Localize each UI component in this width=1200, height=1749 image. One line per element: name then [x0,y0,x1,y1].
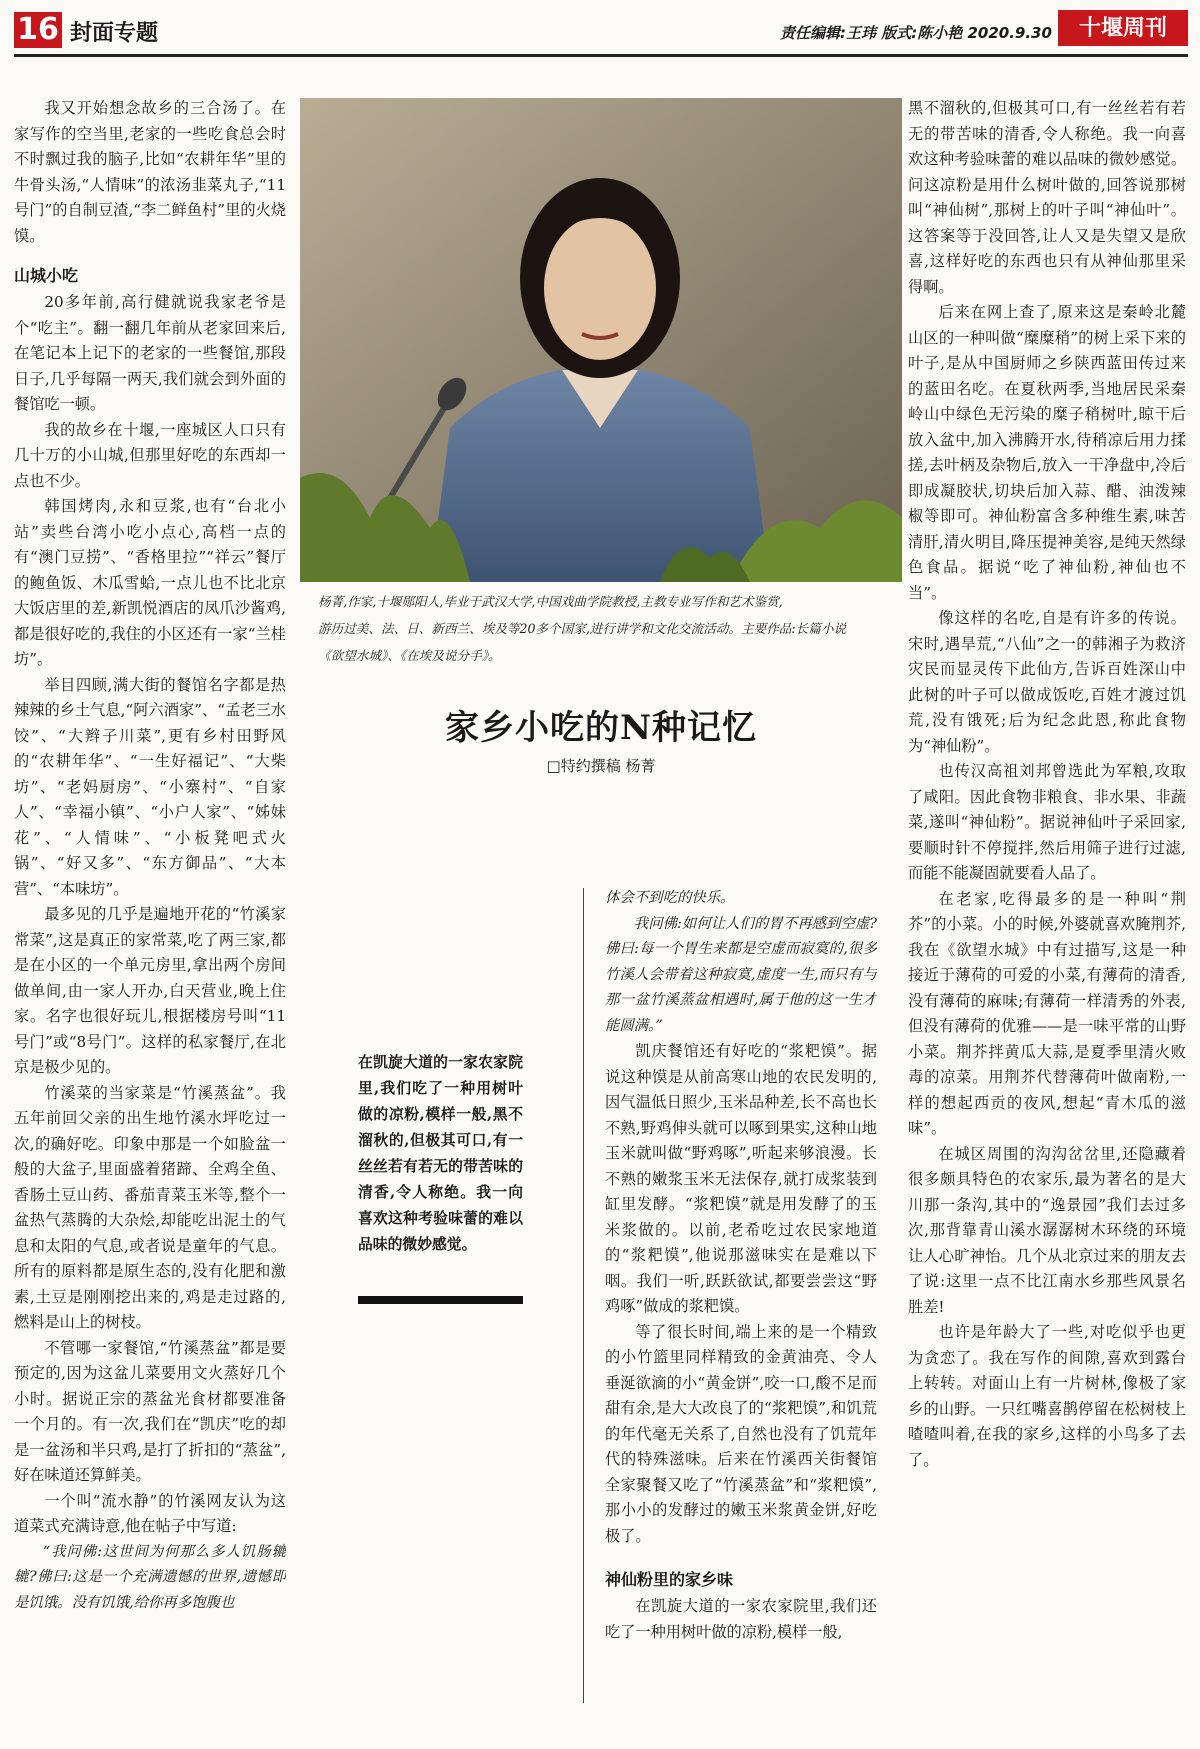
paragraph: 在城区周围的沟沟岔岔里,还隐藏着很多颇具特色的农家乐,最为著名的是大川那一条沟,其中的“逸景园”我们去过多次,那背靠青山溪水潺潺树木环绕的环境让人心旷神怡。几个从北京过来的朋友去了说:这里一点不比江南水乡那些风景名胜差! [908,1144,1186,1316]
subheading-shenxianfen: 神仙粉里的家乡味 [605,1570,734,1589]
paragraph: 最多见的几乎是遍地开花的“竹溪家常菜”,这是真正的家常菜,吃了两三家,都是在小区的一个单元房里,拿出两个房间做单间,由一家人开办,白天营业,晚上住家。名字也很好玩儿,根据楼房号叫“11号门”或“8号门”。这样的私家餐厅,在北京是极少见的。 [14,905,286,1076]
paragraph: 也许是年龄大了一些,对吃似乎也更为贪恋了。我在写作的间隙,喜欢到露台上转转。对面山上有一片树林,像极了家乡的山野。一只红嘴喜鹊停留在松树枝上喳喳叫着,在我的家乡,这样的小鸟多了去了。 [908,1323,1186,1469]
pull-quote: 在凯旋大道的一家农家院里,我们吃了一种用树叶做的凉粉,模样一般,黑不溜秋的,但极其可口,有一丝丝若有若无的带苦味的清香,令人称绝。我一向喜欢这种考验味蕾的难以品味的微妙感觉。 [358,1054,523,1253]
newspaper-logo: 十堰周刊 [1058,10,1188,46]
pull-quote-bar [358,1296,523,1304]
paragraph: 举目四顾,满大街的餐馆名字都是热辣辣的乡土气息,“阿六酒家”、“孟老三水饺”、“大辫子川菜”,更有乡村田野风的“农耕年华”、“一生好福记”、“大柴坊”、“老妈厨房”、“小寨村”、“自家人”、“幸福小镇”、“小户人家”、“姊妹花”、“人情味”、“小板凳吧式火锅”、“好又多”、“东方御品”、“大本营”、“本味坊”。 [14,675,286,898]
editor-credits: 责任编辑:王玮 版式:陈小艳 2020.9.30 [780,24,1052,42]
paragraph: 韩国烤肉,永和豆浆,也有“台北小站”卖些台湾小吃小点心,高档一点的有“澳门豆捞”、“香格里拉”“祥云”餐厅的鲍鱼饭、木瓜雪蛤,一点儿也不比北京大饭店里的差,新凯悦酒店的凤爪沙酱鸡,都是很好吃的,我住的小区还有一家“兰桂坊”。 [14,497,286,668]
caption-line: 游历过美、法、日、新西兰、埃及等20多个国家,进行讲学和文化交流活动。主要作品:长篇小说 [318,621,847,636]
paragraph: 凯庆餐馆还有好吃的“浆粑馍”。据说这种馍是从前高寒山地的农民发明的,因气温低日照少,玉米品种差,长不高也长不熟,野鸡伸头就可以啄到果实,这种山地玉米就叫做“野鸡啄”,听起来够浪漫。长不熟的嫩浆玉米无法保存,就打成浆装到缸里发酵。“浆粑馍”就是用发酵了的玉米浆做的。以前,老希吃过农民家地道的“浆粑馍”,他说那滋味实在是难以下咽。我们一听,跃跃欲试,都要尝尝这“野鸡啄”做成的浆粑馍。 [605,1042,877,1315]
paragraph: 竹溪菜的当家菜是“竹溪蒸盆”。我五年前回父亲的出生地竹溪水坪吃过一次,的确好吃。印象中那是一个如脸盆一般的大盆子,里面盛着猪蹄、全鸡全鱼、香肠土豆山药、番茄青菜玉米等,整个一盆热气蒸腾的大杂烩,却能吃出泥土的气息和太阳的气息,或者说是童年的气息。所有的原料都是原生态的,没有化肥和激素,土豆是刚刚挖出来的,鸡是走过路的,燃料是山上的树枝。 [14,1083,286,1331]
article-column-4 [908,96,1186,1746]
quote-text: 体会不到吃的快乐。 [605,890,735,906]
column-divider [583,888,584,1703]
article-column-1 [14,96,286,1746]
paragraph: 等了很长时间,端上来的是一个精致的小竹篮里同样精致的金黄油亮、令人垂涎欲滴的小“黄金饼”,咬一口,酸不足而甜有余,是大大改良了的“浆粑馍”,和饥荒的年代毫无关系了,自然也没有了饥荒年代的特殊滋味。后来在竹溪西关街餐馆全家聚餐又吃了“竹溪蒸盆”和“浆粑馍”,那小小的发酵过的嫩玉米浆黄金饼,好吃极了。 [605,1322,877,1545]
caption-line: 杨菁,作家,十堰郧阳人,毕业于武汉大学,中国戏曲学院教授,主教专业写作和艺术鉴赏, [318,594,783,609]
paragraph: 我的故乡在十堰,一座城区人口只有几十万的小山城,但那里好吃的东西却一点也不少。 [14,420,286,490]
page-header [0,0,1200,56]
paragraph: 20多年前,高行健就说我家老爷是个“吃主”。翻一翻几年前从老家回来后,在笔记本上记下的老家的一些餐馆,那段日子,几乎每隔一两天,我们就会到外面的餐馆吃一顿。 [14,293,286,413]
paragraph: 黑不溜秋的,但极其可口,有一丝丝若有若无的带苦味的清香,令人称绝。我一向喜欢这种考验味蕾的难以品味的微妙感觉。问这凉粉是用什么树叶做的,回答说那树叫“神仙树”,那树上的叶子叫“神仙叶”。这答案等于没回答,让人又是失望又是欣喜,这样好吃的东西也只有从神仙那里采得啊。 [908,99,1186,296]
author-photo [300,98,902,582]
caption-line: 《欲望水城》、《在埃及说分手》。 [318,648,501,663]
quote-text: 我问佛:如何让人们的胃不再感到空虚?佛曰:每一个胃生来都是空虚而寂寞的,很多竹溪人会带着这种寂寞,虚度一生,而只有与那一盆竹溪蒸盆相遇时,属于他的这一生才能圆满。” [605,915,877,1034]
paragraph: 在老家,吃得最多的是一种叫“荆芥”的小菜。小的时候,外婆就喜欢腌荆芥,我在《欲望水城》中有过描写,这是一种接近于薄荷的可爱的小菜,有薄荷的清香,没有薄荷的麻味;有薄荷一样清秀的外表,但没有薄荷的优雅——是一味平常的山野小菜。荆芥拌黄瓜大蒜,是夏季里清火败毒的凉菜。用荆芥代替薄荷叶做南粉,一样的想起西贡的夜风,想起“青木瓜的滋味”。 [908,889,1186,1137]
paragraph: 我又开始想念故乡的三合汤了。在家写作的空当里,老家的一些吃食总会时不时飘过我的脑子,比如“农耕年华”里的牛骨头汤,“人情味”的浓汤韭菜丸子,“11号门”的自制豆渣,“李二鲜鱼村”里的火烧馍。 [14,99,286,245]
subheading-shancheng: 山城小吃 [14,266,79,285]
article-title: 家乡小吃的N种记忆 [444,708,758,748]
quote-text: “我问佛:这世间为何那么多人饥肠辘辘?佛曰:这是一个充满遗憾的世界,遗憾即是饥饿。没有饥饿,给你再多饱腹也 [14,1543,286,1611]
paragraph: 在凯旋大道的一家农家院里,我们还吃了一种用树叶做的凉粉,模样一般, [605,1597,877,1641]
page-number: 16 [14,12,62,48]
paragraph: 不管哪一家餐馆,“竹溪蒸盆”都是要预定的,因为这盆儿菜要用文火蒸好几个小时。据说正宗的蒸盆光食材都要准备一个月的。有一次,我们在“凯庆”吃的却是一盆汤和半只鸡,是打了折扣的“蒸盆”,好在味道还算鲜美。 [14,1338,286,1484]
article-column-3 [605,886,877,1746]
author-photo-illustration [300,98,902,582]
paragraph: 一个叫“流水静”的竹溪网友认为这道菜式充满诗意,他在帖子中写道: [14,1491,286,1535]
header-rule [14,54,1188,57]
paragraph: 后来在网上查了,原来这是秦岭北麓山区的一种叫做“糜糜稍”的树上采下来的叶子,是从中国厨师之乡陕西蓝田传过来的蓝田名吃。在夏秋两季,当地居民采秦岭山中绿色无污染的糜子稍树叶,晾干后放入盆中,加入沸腾开水,待稍凉后用力揉搓,去叶柄及杂物后,放入一干净盘中,冷后即成凝胶状,切块后加入蒜、醋、油泼辣椒等即可。神仙粉富含多种维生素,味苦清肝,清火明目,降压提神美容,是纯天然绿色食品。据说“吃了神仙粉,神仙也不当”。 [908,303,1186,602]
article-byline: □特约撰稿 杨菁 [546,757,656,775]
paragraph: 像这样的名吃,自是有许多的传说。宋时,遇旱荒,“八仙”之一的韩湘子为救济灾民而显灵传下此仙方,告诉百姓深山中此树的叶子可以做成饭吃,百姓才渡过饥荒,没有饿死;后为纪念此恩,称此食物为“神仙粉”。 [908,609,1186,755]
section-name: 封面专题 [70,21,159,46]
photo-caption [318,588,888,669]
paragraph: 也传汉高祖刘邦曾选此为军粮,攻取了咸阳。因此食物非粮食、非水果、非蔬菜,遂叫“神仙粉”。据说神仙叶子采回家,要顺时针不停搅拌,然后用筛子进行过滤,而能不能凝固就要看人品了。 [908,762,1186,882]
